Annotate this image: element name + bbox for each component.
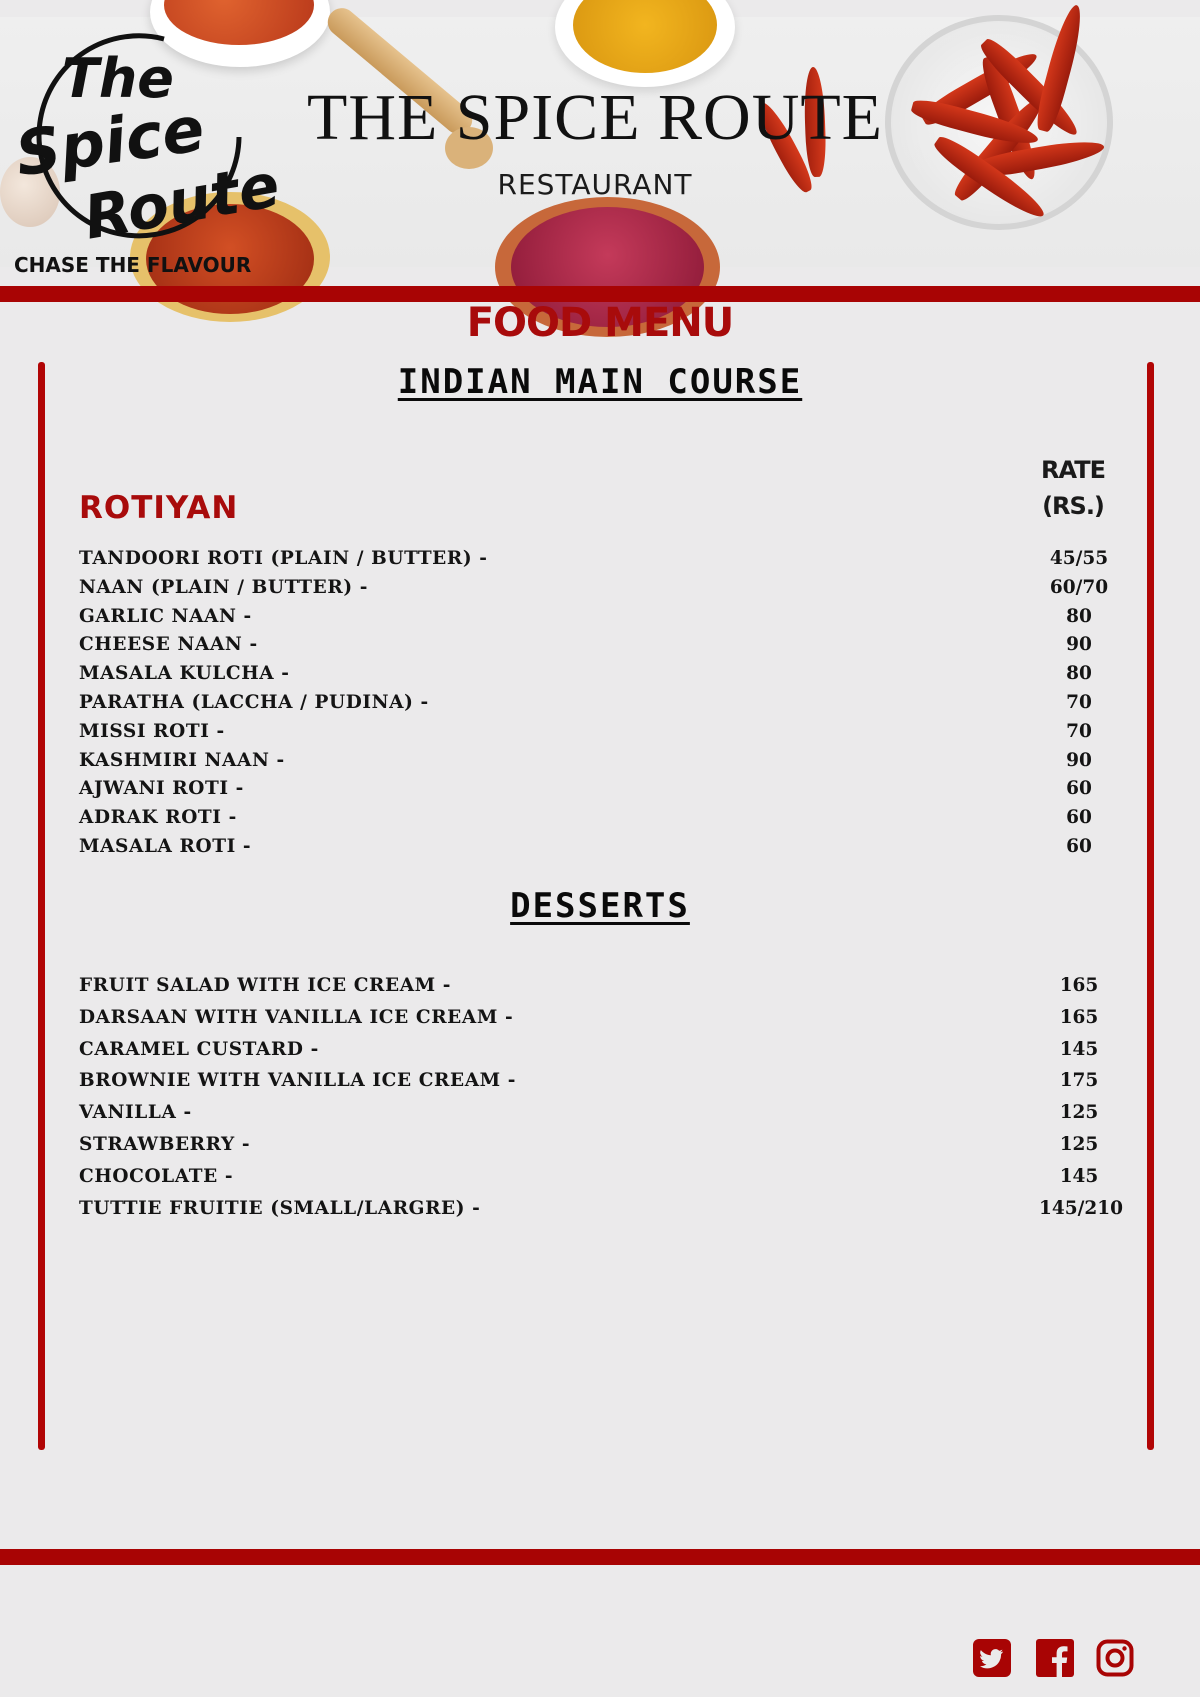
- menu-item: [79, 1166, 1129, 1198]
- item-price: 125: [1059, 1133, 1099, 1155]
- svg-text:CHASE THE FLAVOUR: CHASE THE FLAVOUR: [14, 253, 252, 277]
- item-name: ADRAK ROTI -: [79, 807, 237, 829]
- menu-item: [79, 836, 1129, 865]
- item-price: 165: [1059, 1006, 1099, 1028]
- item-name: KASHMIRI NAAN -: [79, 749, 285, 771]
- menu-item: [79, 975, 1129, 1007]
- menu-item: [79, 577, 1129, 606]
- item-name: TANDOORI ROTI (PLAIN / BUTTER) -: [79, 548, 488, 569]
- menu-title: FOOD MENU: [466, 300, 734, 346]
- item-name: VANILLA -: [79, 1102, 192, 1124]
- item-name: BROWNIE WITH VANILLA ICE CREAM -: [79, 1070, 517, 1092]
- turmeric-bowl-image: [555, 0, 735, 87]
- item-name: GARLIC NAAN -: [79, 605, 252, 627]
- item-price: 125: [1059, 1102, 1099, 1124]
- item-price: 45/55: [1049, 548, 1109, 569]
- item-price: 60: [1066, 835, 1092, 857]
- item-name: PARATHA (LACCHA / PUDINA) -: [79, 691, 429, 713]
- svg-text:Spice: Spice: [11, 91, 209, 191]
- facebook-icon[interactable]: [1036, 1639, 1074, 1677]
- menu-item: [79, 1134, 1129, 1166]
- rate-column-header: RATE (RS.): [1041, 456, 1105, 520]
- item-price: 60: [1066, 778, 1092, 800]
- instagram-icon[interactable]: [1096, 1639, 1134, 1677]
- item-name: TUTTIE FRUITIE (SMALL/LARGRE) -: [79, 1197, 481, 1219]
- menu-item: [79, 692, 1129, 721]
- item-price: 145: [1059, 1165, 1099, 1187]
- restaurant-title: THE SPICE ROUTE: [307, 81, 883, 154]
- menu-item: [79, 778, 1129, 807]
- svg-text:Route: Route: [78, 150, 285, 254]
- item-name: DARSAAN WITH VANILLA ICE CREAM -: [79, 1006, 514, 1028]
- section-heading-main-course: INDIAN MAIN COURSE: [397, 362, 803, 402]
- item-price: 80: [1066, 663, 1092, 685]
- menu-item: [79, 634, 1129, 663]
- rotiyan-menu-list: [79, 548, 1129, 865]
- menu-item: [79, 548, 1129, 577]
- item-price: 145: [1059, 1038, 1099, 1060]
- restaurant-logo: [11, 17, 285, 277]
- bottom-divider: [0, 1549, 1200, 1565]
- item-price: 90: [1066, 634, 1092, 656]
- item-price: 90: [1066, 749, 1092, 771]
- item-price: 70: [1066, 691, 1092, 713]
- twitter-icon[interactable]: [973, 1639, 1011, 1677]
- menu-item: [79, 606, 1129, 635]
- desserts-menu-list: [79, 975, 1129, 1229]
- menu-item: [79, 721, 1129, 750]
- item-price: 60/70: [1049, 576, 1109, 598]
- menu-item: [79, 1198, 1129, 1230]
- category-rotiyan: ROTIYAN: [79, 490, 239, 526]
- item-name: CHEESE NAAN -: [79, 634, 258, 656]
- item-price: 145/210: [1039, 1197, 1123, 1219]
- menu-item: [79, 1102, 1129, 1134]
- menu-item: [79, 1007, 1129, 1039]
- item-name: AJWANI ROTI -: [79, 778, 244, 800]
- item-price: 70: [1066, 720, 1092, 742]
- item-price: 80: [1066, 605, 1092, 627]
- menu-item: [79, 663, 1129, 692]
- item-name: CARAMEL CUSTARD -: [79, 1038, 319, 1060]
- menu-item: [79, 750, 1129, 779]
- item-name: MISSI ROTI -: [79, 720, 225, 742]
- item-name: CHOCOLATE -: [79, 1165, 234, 1187]
- item-price: 175: [1059, 1070, 1099, 1092]
- item-name: FRUIT SALAD WITH ICE CREAM -: [79, 975, 452, 996]
- item-name: NAAN (PLAIN / BUTTER) -: [79, 576, 368, 598]
- menu-item: [79, 807, 1129, 836]
- menu-item: [79, 1070, 1129, 1102]
- restaurant-subtitle: RESTAURANT: [497, 168, 693, 201]
- svg-text:The: The: [62, 47, 174, 110]
- menu-item: [79, 1039, 1129, 1071]
- section-heading-desserts: DESSERTS: [510, 886, 690, 926]
- item-name: STRAWBERRY -: [79, 1133, 251, 1155]
- item-price: 165: [1059, 975, 1099, 996]
- item-price: 60: [1066, 807, 1092, 829]
- item-name: MASALA KULCHA -: [79, 663, 290, 685]
- item-name: MASALA ROTI -: [79, 835, 252, 857]
